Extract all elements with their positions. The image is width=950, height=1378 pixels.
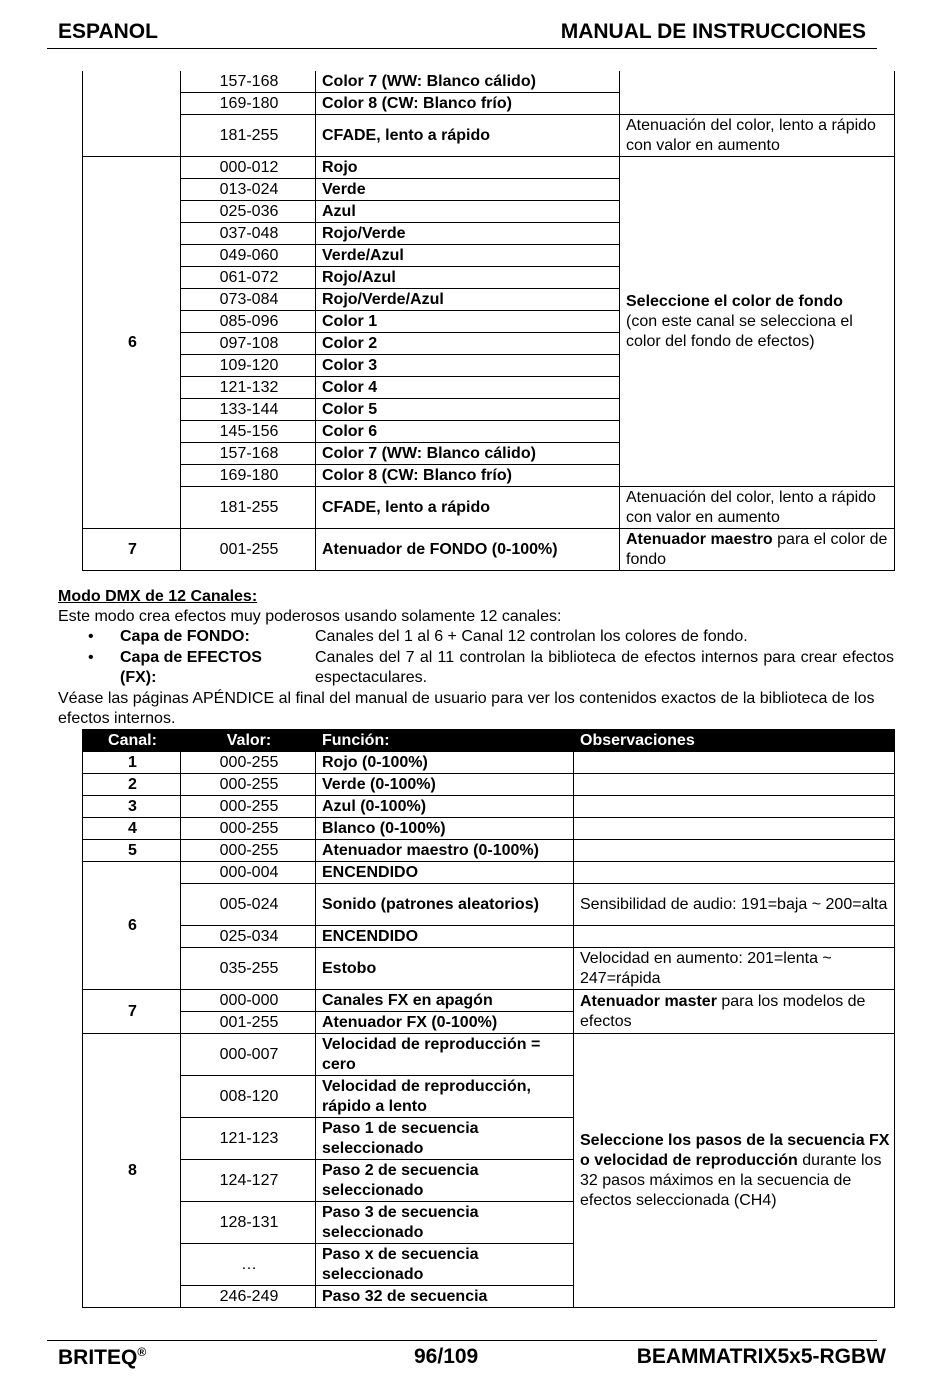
- value-cell: 001-255: [181, 1012, 316, 1034]
- table-header-row: [83, 730, 895, 752]
- function-cell: Velocidad de reproducción, rápido a lento: [316, 1076, 574, 1118]
- dmx-table-continued: [82, 71, 895, 571]
- function-cell: Paso 1 de secuencia seleccionado: [316, 1118, 574, 1160]
- channel-cell: 6: [83, 157, 181, 529]
- page-footer: [58, 1345, 886, 1373]
- value-cell: 013-024: [181, 179, 316, 201]
- function-cell: Paso 32 de secuencia: [316, 1286, 574, 1308]
- function-cell: Rojo: [316, 157, 620, 179]
- bullet-text: Canales del 7 al 11 controlan la biblioteca de efectos internos para crear efectos espectaculares.: [315, 649, 894, 686]
- function-cell: Rojo/Verde/Azul: [316, 289, 620, 311]
- value-cell: 037-048: [181, 223, 316, 245]
- value-cell: 124-127: [181, 1160, 316, 1202]
- table-row: [83, 862, 895, 884]
- table-row: [83, 752, 895, 774]
- function-cell: Color 7 (WW: Blanco cálido): [316, 443, 620, 465]
- value-cell: 000-255: [181, 840, 316, 862]
- note-text: para el color de fondo: [626, 530, 888, 568]
- bullet-dot-icon: •: [88, 649, 94, 666]
- function-cell: Color 2: [316, 333, 620, 355]
- function-cell: Canales FX en apagón: [316, 990, 574, 1012]
- header-title: MANUAL DE INSTRUCCIONES: [560, 20, 866, 43]
- notes-cell: [574, 774, 895, 796]
- notes-cell: [574, 990, 895, 1034]
- notes-cell: Velocidad en aumento: 201=lenta ~ 247=rápida: [574, 948, 895, 990]
- value-cell: 000-000: [181, 990, 316, 1012]
- function-cell: CFADE, lento a rápido: [316, 115, 620, 157]
- value-cell: 246-249: [181, 1286, 316, 1308]
- value-cell: 000-007: [181, 1034, 316, 1076]
- footer-model: BEAMMATRIX5x5-RGBW: [636, 1345, 886, 1368]
- footer-divider: [47, 1340, 877, 1341]
- notes-cell: [620, 529, 895, 571]
- table-row: [83, 840, 895, 862]
- value-cell: 008-120: [181, 1076, 316, 1118]
- bullet-label: Capa de FONDO:: [120, 628, 250, 645]
- table-row: [83, 884, 895, 926]
- notes-cell: [574, 926, 895, 948]
- page-header: [58, 20, 866, 48]
- table-row: [83, 818, 895, 840]
- brand-name: BRITEQ: [58, 1346, 138, 1369]
- function-cell: Color 7 (WW: Blanco cálido): [316, 71, 620, 93]
- function-cell: Atenuador FX (0-100%): [316, 1012, 574, 1034]
- channel-cell: [83, 71, 181, 157]
- value-cell: 061-072: [181, 267, 316, 289]
- table-row: [83, 157, 895, 179]
- function-cell: Velocidad de reproducción = cero: [316, 1034, 574, 1076]
- notes-cell: [620, 157, 895, 487]
- function-cell: Color 1: [316, 311, 620, 333]
- notes-cell: [574, 818, 895, 840]
- function-cell: Verde/Azul: [316, 245, 620, 267]
- value-cell: 109-120: [181, 355, 316, 377]
- function-cell: Rojo/Azul: [316, 267, 620, 289]
- section-title: Modo DMX de 12 Canales:: [58, 588, 258, 605]
- value-cell: 181-255: [181, 487, 316, 529]
- note-text: (con este canal se selecciona el color del fondo de efectos): [626, 312, 853, 350]
- bullet-dot-icon: •: [88, 628, 94, 645]
- value-cell: 035-255: [181, 948, 316, 990]
- function-cell: Color 8 (CW: Blanco frío): [316, 93, 620, 115]
- value-cell: 005-024: [181, 884, 316, 926]
- table-row: [83, 529, 895, 571]
- function-cell: ENCENDIDO: [316, 926, 574, 948]
- value-cell: 000-255: [181, 796, 316, 818]
- value-cell: 025-036: [181, 201, 316, 223]
- channel-cell: 8: [83, 1034, 181, 1308]
- header-divider: [47, 48, 877, 49]
- function-cell: Atenuador de FONDO (0-100%): [316, 529, 620, 571]
- note-bold: Seleccione los pasos de la secuencia FX o velocidad de reproducción: [580, 1131, 890, 1169]
- function-cell: Blanco (0-100%): [316, 818, 574, 840]
- value-cell: 121-123: [181, 1118, 316, 1160]
- dmx-12ch-table: [82, 729, 895, 1308]
- value-cell: 145-156: [181, 421, 316, 443]
- registered-mark: ®: [137, 1345, 147, 1359]
- notes-cell: [574, 1034, 895, 1308]
- value-cell: 169-180: [181, 465, 316, 487]
- value-cell: 157-168: [181, 443, 316, 465]
- channel-cell: 1: [83, 752, 181, 774]
- function-cell: Color 6: [316, 421, 620, 443]
- value-cell: 000-255: [181, 818, 316, 840]
- value-cell: 000-255: [181, 752, 316, 774]
- value-cell: …: [181, 1244, 316, 1286]
- channel-cell: 5: [83, 840, 181, 862]
- channel-cell: 7: [83, 529, 181, 571]
- value-cell: 121-132: [181, 377, 316, 399]
- value-cell: 001-255: [181, 529, 316, 571]
- function-cell: Rojo/Verde: [316, 223, 620, 245]
- value-cell: 025-034: [181, 926, 316, 948]
- note-bold: Atenuador maestro: [626, 530, 773, 548]
- function-cell: Paso 2 de secuencia seleccionado: [316, 1160, 574, 1202]
- function-cell: Sonido (patrones aleatorios): [316, 884, 574, 926]
- value-cell: 085-096: [181, 311, 316, 333]
- header-function: Función:: [316, 730, 574, 752]
- bullet-item: [88, 648, 894, 688]
- table-row: [83, 1034, 895, 1076]
- value-cell: 000-012: [181, 157, 316, 179]
- notes-cell: Sensibilidad de audio: 191=baja ~ 200=alta: [574, 884, 895, 926]
- header-notes: Observaciones: [574, 730, 895, 752]
- note-text: para los modelos de efectos: [580, 992, 866, 1030]
- table-row: [83, 115, 895, 157]
- function-cell: Color 4: [316, 377, 620, 399]
- value-cell: 133-144: [181, 399, 316, 421]
- appendix-note: Véase las páginas APÉNDICE al final del manual de usuario para ver los contenidos exactos de la biblioteca de los efectos internos.: [58, 690, 875, 727]
- note-text: durante los 32 pasos máximos en la secuencia de efectos seleccionada (CH4): [580, 1151, 882, 1209]
- value-cell: 000-004: [181, 862, 316, 884]
- notes-cell: [574, 840, 895, 862]
- notes-cell: [620, 71, 895, 115]
- table-row: [83, 774, 895, 796]
- function-cell: Paso 3 de secuencia seleccionado: [316, 1202, 574, 1244]
- value-cell: 181-255: [181, 115, 316, 157]
- function-cell: Color 3: [316, 355, 620, 377]
- function-cell: Color 8 (CW: Blanco frío): [316, 465, 620, 487]
- channel-cell: 6: [83, 862, 181, 990]
- note-bold: Seleccione el color de fondo: [626, 292, 843, 310]
- header-channel: Canal:: [83, 730, 181, 752]
- value-cell: 157-168: [181, 71, 316, 93]
- value-cell: 000-255: [181, 774, 316, 796]
- table-row: [83, 990, 895, 1012]
- function-cell: Azul (0-100%): [316, 796, 574, 818]
- channel-cell: 4: [83, 818, 181, 840]
- footer-brand: [58, 1345, 146, 1370]
- channel-cell: 2: [83, 774, 181, 796]
- value-cell: 128-131: [181, 1202, 316, 1244]
- table-row: [83, 948, 895, 990]
- function-cell: Paso x de secuencia seleccionado: [316, 1244, 574, 1286]
- note-bold: Atenuador master: [580, 992, 717, 1010]
- function-cell: Estobo: [316, 948, 574, 990]
- header-language: ESPANOL: [58, 20, 158, 43]
- notes-cell: [574, 862, 895, 884]
- bullet-label: Capa de EFECTOS (FX):: [120, 649, 262, 686]
- bullet-text: Canales del 1 al 6 + Canal 12 controlan los colores de fondo.: [315, 628, 748, 645]
- table-row: [83, 487, 895, 529]
- value-cell: 169-180: [181, 93, 316, 115]
- value-cell: 073-084: [181, 289, 316, 311]
- header-value: Valor:: [181, 730, 316, 752]
- function-cell: Verde: [316, 179, 620, 201]
- page-number: 96/109: [414, 1345, 479, 1368]
- value-cell: 097-108: [181, 333, 316, 355]
- table-row: [83, 796, 895, 818]
- function-cell: ENCENDIDO: [316, 862, 574, 884]
- notes-cell: Atenuación del color, lento a rápido con valor en aumento: [620, 115, 895, 157]
- function-cell: Azul: [316, 201, 620, 223]
- function-cell: Atenuador maestro (0-100%): [316, 840, 574, 862]
- notes-cell: Atenuación del color, lento a rápido con valor en aumento: [620, 487, 895, 529]
- function-cell: Verde (0-100%): [316, 774, 574, 796]
- table-row: [83, 71, 895, 93]
- section-intro: Este modo crea efectos muy poderosos usando solamente 12 canales:: [58, 608, 562, 625]
- function-cell: CFADE, lento a rápido: [316, 487, 620, 529]
- value-cell: 049-060: [181, 245, 316, 267]
- table-row: [83, 926, 895, 948]
- channel-cell: 7: [83, 990, 181, 1034]
- function-cell: Rojo (0-100%): [316, 752, 574, 774]
- notes-cell: [574, 752, 895, 774]
- bullet-item: [88, 627, 894, 647]
- function-cell: Color 5: [316, 399, 620, 421]
- channel-cell: 3: [83, 796, 181, 818]
- notes-cell: [574, 796, 895, 818]
